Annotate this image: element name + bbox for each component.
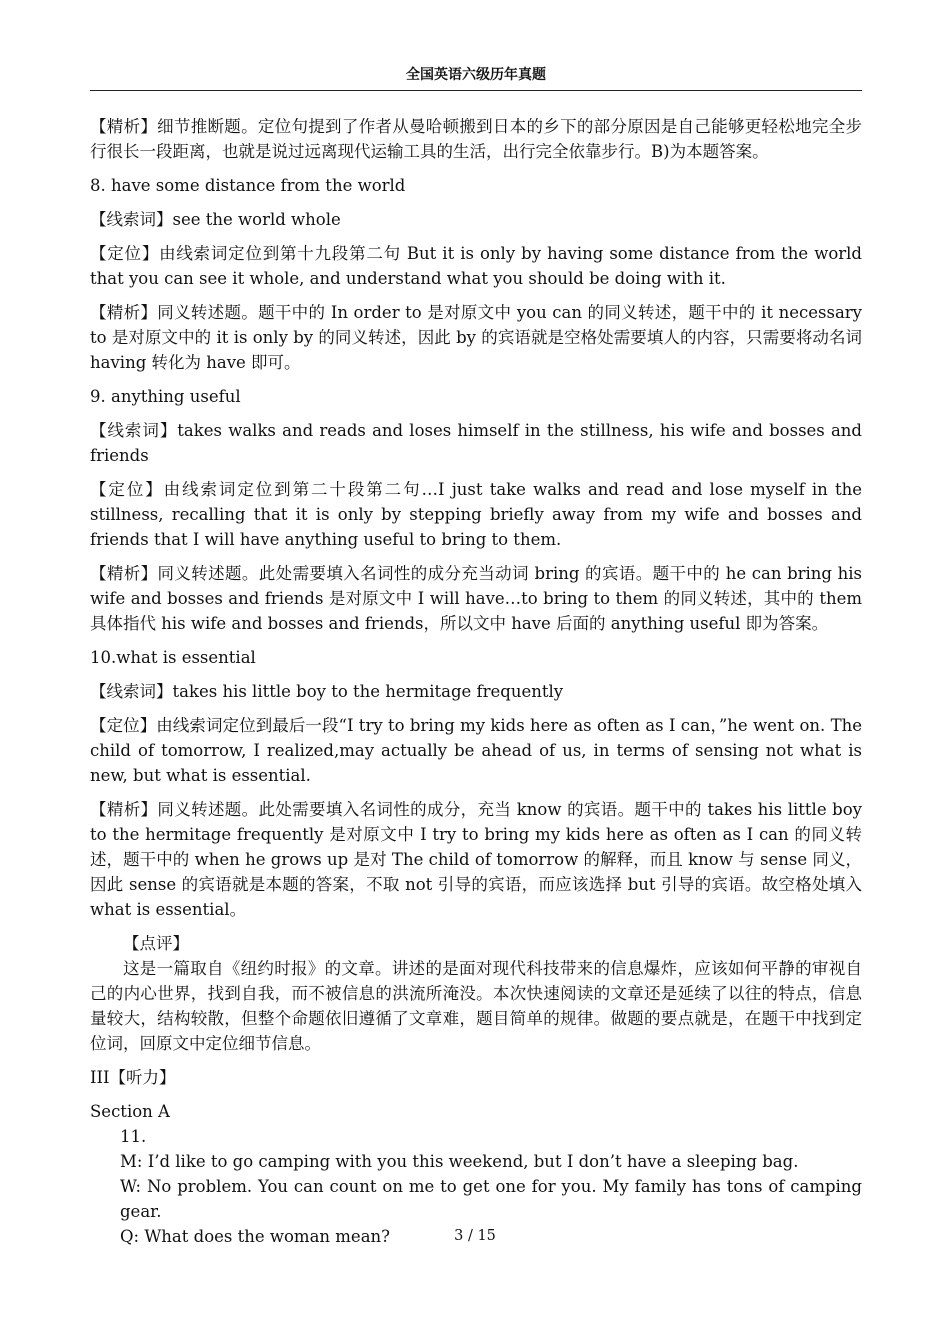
listening-section: Section A [90,1102,170,1121]
dialogue-line-man: M: I’d like to go camping with you this weekend, but I don’t have a sleeping bag. [120,1152,799,1171]
paragraph-analysis-7: 【精析】细节推断题。定位句提到了作者从曼哈顿搬到日本的乡下的部分原因是自己能够更轻松地完全步行很长一段距离，也就是说过远离现代运输工具的生活，出行完全依靠步行。B)为本题答案。 [90,117,862,161]
document-body [90,114,862,1249]
question-8-location: 【定位】由线索词定位到第十九段第二句 But it is only by having some distance from the world that you can see it whole, and understand what you should be doing with it. [90,244,862,288]
listening-heading: III【听力】 [90,1068,176,1087]
question-10-location: 【定位】由线索词定位到最后一段“I try to bring my kids here as often as I can，”he went on. The child of tomorrow, I realized,may actually be ahead of us, in terms of sensing not what is new, but what is essential. [90,716,862,785]
question-9-answer: 9. anything useful [90,387,241,406]
header-title: 全国英语六级历年真题 [406,67,546,83]
question-9-analysis: 【精析】同义转述题。此处需要填入名词性的成分充当动词 bring 的宾语。题干中的 he can bring his wife and bosses and friends 是对原文中 I will have…to bring to them 的同义转述，其中的 them 具体指代 his wife and bosses and friends，所以文中 have 后面的 anything useful 即为答案。 [90,564,862,633]
question-9-clue: 【线索词】takes walks and reads and loses himself in the stillness, his wife and bosses and friends [90,421,862,465]
page-number: 3 / 15 [454,1228,496,1244]
question-10-answer: 10.what is essential [90,648,256,667]
question-9-location: 【定位】由线索词定位到第二十段第二句…I just take walks and read and lose myself in the stillness, recalling that it is only by stepping briefly away from my wife and bosses and friends that I will have anything useful to bring to them. [90,480,862,549]
page-header [90,64,862,91]
listening-question-number: 11. [120,1127,147,1146]
page-footer [0,1228,950,1244]
question-8-analysis: 【精析】同义转述题。题干中的 In order to 是对原文中 you can 的同义转述，题干中的 it necessary to 是对原文中的 it is only by 的同义转述，因此 by 的宾语就是空格处需要填人的内容，只需要将动名词 having 转化为 have 即可。 [90,303,862,372]
comment-heading: 【点评】 [123,934,189,953]
question-10-analysis: 【精析】同义转述题。此处需要填入名词性的成分，充当 know 的宾语。题干中的 takes his little boy to the hermitage frequently 是对原文中 I try to bring my kids here as often as I can 的同义转述，题干中的 when he grows up 是对 The child of tomorrow 的解释，而且 know 与 sense 同义，因此 sense 的宾语就是本题的答案，不取 not 引导的宾语，而应该选择 but 引导的宾语。故空格处填入 what is essential。 [90,800,862,919]
question-8-clue: 【线索词】see the world whole [90,210,341,229]
dialogue-line-woman: W: No problem. You can count on me to get one for you. My family has tons of camping gear. [120,1177,862,1221]
dialogue-question: Q: What does the woman mean? [120,1227,391,1246]
comment-body: 这是一篇取自《纽约时报》的文章。讲述的是面对现代科技带来的信息爆炸，应该如何平静的审视自己的内心世界，找到自我，而不被信息的洪流所淹没。本次快速阅读的文章还是延续了以往的特点，信息量较大，结构较散，但整个命题依旧遵循了文章难，题目简单的规律。做题的要点就是，在题干中找到定位词，回原文中定位细节信息。 [90,959,862,1053]
question-8-answer: 8. have some distance from the world [90,176,406,195]
question-10-clue: 【线索词】takes his little boy to the hermitage frequently [90,682,564,701]
